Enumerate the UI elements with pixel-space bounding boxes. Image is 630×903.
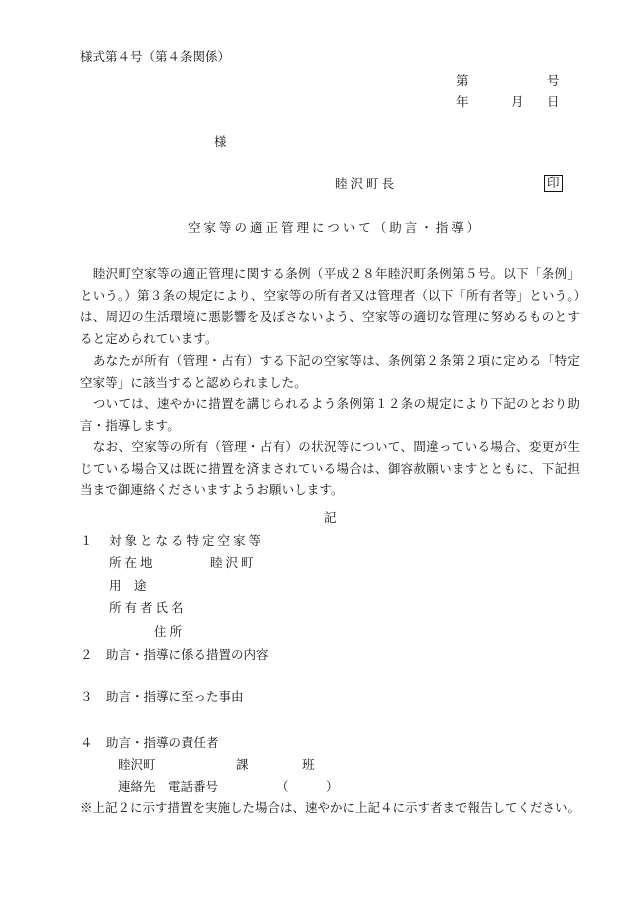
- seal-mark: 印: [544, 175, 563, 192]
- date-year: 年: [456, 94, 469, 109]
- use-label: 用 途: [109, 578, 147, 593]
- phone-number-parentheses: （ ）: [276, 779, 339, 794]
- contact-label: 連絡先: [118, 779, 156, 794]
- sender-name: 睦沢町長: [335, 176, 398, 191]
- body-paragraph-2: あなたが所有（管理・占有）する下記の空家等は、条例第２条第２項に定める「特定空家等」に該当すると認められました。: [80, 353, 580, 390]
- report-note: ※上記２に示す措置を実施した場合は、速やかに上記４に示す者まで報告してください。: [80, 800, 581, 815]
- document-number-suffix: 号: [547, 73, 560, 88]
- item-4-number: ４: [80, 735, 93, 750]
- responsible-town: 睦沢町: [118, 757, 156, 772]
- addressee-honorific: 様: [214, 134, 227, 149]
- body-paragraph-1: 睦沢町空家等の適正管理に関する条例（平成２８年睦沢町条例第５号。以下「条例」という。）第３条の規定により、空家等の所有者又は管理者（以下「所有者等」という。）は、周辺の生活環境に悪影響を及ぼさないよう、空家等の適切な管理に努めるものとすると定められています。: [80, 266, 580, 346]
- document-title: 空家等の適正管理について（助言・指導）: [188, 220, 483, 235]
- item-1-label: 対象となる特定空家等: [109, 533, 265, 548]
- responsible-section: 課: [236, 757, 249, 772]
- item-3-number: ３: [80, 689, 93, 704]
- body-paragraph-4: なお、空家等の所有（管理・占有）の状況等について、間違っている場合、変更が生じている場合又は既に措置を済まされている場合は、御容赦願いますとともに、下記担当まで御連絡くださいますようお願いします。: [80, 439, 580, 498]
- date-month: 月: [511, 94, 524, 109]
- item-2-label: 助言・指導に係る措置の内容: [106, 647, 269, 662]
- date-day: 日: [547, 94, 560, 109]
- item-3-label: 助言・指導に至った事由: [106, 689, 244, 704]
- owner-name-label: 所有者氏名: [109, 600, 187, 615]
- ki-heading: 記: [324, 510, 337, 525]
- location-label: 所在地: [109, 555, 156, 570]
- owner-address-label: 住所: [154, 624, 186, 639]
- document-number-prefix: 第: [456, 73, 469, 88]
- item-2-number: ２: [80, 647, 93, 662]
- body-paragraph-3: ついては、速やかに措置を講じられるよう条例第１２条の規定により下記のとおり助言・指導します。: [80, 396, 580, 433]
- location-value: 睦沢町: [210, 555, 257, 570]
- item-1-number: １: [80, 533, 93, 548]
- phone-label: 電話番号: [168, 779, 219, 794]
- responsible-unit: 班: [302, 757, 315, 772]
- item-4-label: 助言・指導の責任者: [106, 735, 219, 750]
- form-number: 様式第４号（第４条関係）: [80, 49, 231, 64]
